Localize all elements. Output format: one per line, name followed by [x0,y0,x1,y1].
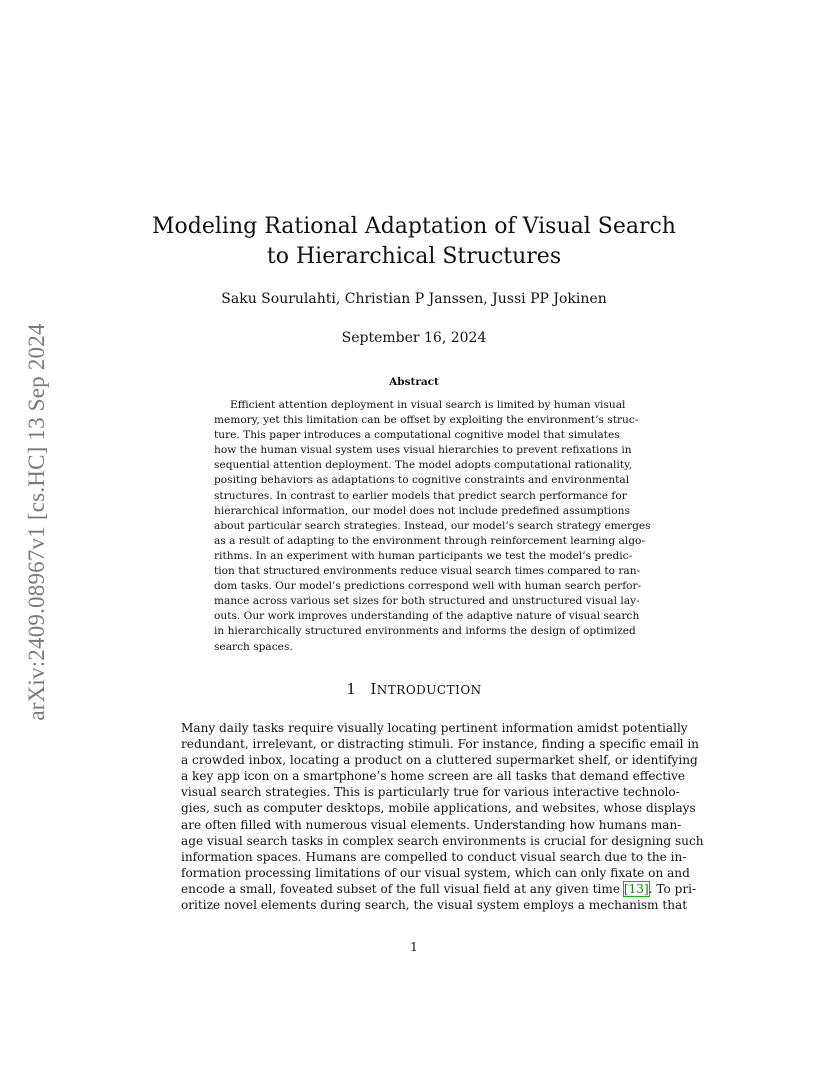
intro-line: a crowded inbox, locating a product on a cluttered supermarket shelf, or identifying [181,753,698,768]
citation-link-13[interactable]: [13] [623,881,649,896]
abstract-line: Efficient attention deployment in visual search is limited by human visual [230,399,626,411]
abstract-line: in hierarchically structured environments and informs the design of optimized [214,625,636,638]
intro-line: formation processing limitations of our visual system, which can only fixate on and [181,865,690,880]
arxiv-identifier-stamp: arXiv:2409.08967v1 [cs.HC] 13 Sep 2024 [24,323,49,721]
abstract-line: tion that structured environments reduce visual search times compared to ran- [214,565,641,578]
section-heading-introduction [120,680,708,698]
intro-line: a key app icon on a smartphone’s home screen are all tasks that demand effective [181,769,686,784]
abstract-line: memory, yet this limitation can be offset by exploiting the environment’s struc- [214,414,639,427]
author-list: Saku Sourulahti, Christian P Janssen, Jussi PP Jokinen [221,291,607,307]
intro-line-text: . To pri- [648,881,697,896]
abstract-line: outs. Our work improves understanding of the adaptive nature of visual search [214,610,640,623]
page-number: 1 [410,940,418,954]
section-title-initial: I [370,680,377,698]
publication-date: September 16, 2024 [341,330,487,346]
intro-line: are often filled with numerous visual elements. Understanding how humans man- [181,817,682,832]
title-line-1: Modeling Rational Adaptation of Visual Search [152,214,676,239]
abstract-line: about particular search strategies. Instead, our model’s search strategy emerges [214,519,651,532]
abstract-line: as a result of adapting to the environment through reinforcement learning algo- [214,534,645,547]
intro-line: information spaces. Humans are compelled to conduct visual search due to the in- [181,849,687,864]
abstract-line: ture. This paper introduces a computational cognitive model that simulates [214,429,620,442]
abstract-line: dom tasks. Our model’s predictions correspond well with human search perfor- [214,580,642,593]
intro-line-with-citation [181,881,697,897]
abstract-line: how the human visual system uses visual hierarchies to prevent refixations in [214,444,632,457]
intro-line: age visual search tasks in complex search environments is crucial for designing such [181,833,704,848]
abstract-heading: Abstract [389,376,439,388]
abstract-line: mance across various set sizes for both structured and unstructured visual lay- [214,595,640,608]
abstract-line: rithms. In an experiment with human participants we test the model’s predic- [214,549,633,562]
abstract-body [214,398,651,655]
abstract-line: sequential attention deployment. The model adopts computational rationality, [214,459,633,472]
abstract-line: structures. In contrast to earlier models that predict search performance for [214,489,627,502]
abstract-line: positing behaviors as adaptations to cognitive constraints and environmental [214,474,630,487]
intro-line-text: encode a small, foveated subset of the full visual field at any given time [181,881,624,896]
paper-title [120,212,708,272]
intro-line: oritize novel elements during search, the visual system employs a mechanism that [181,898,688,913]
section-title-rest: NTRODUCTION [376,683,482,697]
introduction-body [181,720,704,913]
section-number: 1 [346,680,357,698]
abstract-line: hierarchical information, our model does not include predefined assumptions [214,504,630,517]
intro-line: redundant, irrelevant, or distracting stimuli. For instance, finding a specific email in [181,737,699,752]
title-line-2: to Hierarchical Structures [266,244,562,269]
intro-line: visual search strategies. This is particularly true for various interactive technolo- [181,785,680,800]
abstract-line: search spaces. [214,640,293,653]
intro-line: Many daily tasks require visually locating pertinent information amidst potentially [181,721,688,735]
intro-line: gies, such as computer desktops, mobile applications, and websites, whose displays [181,801,696,816]
